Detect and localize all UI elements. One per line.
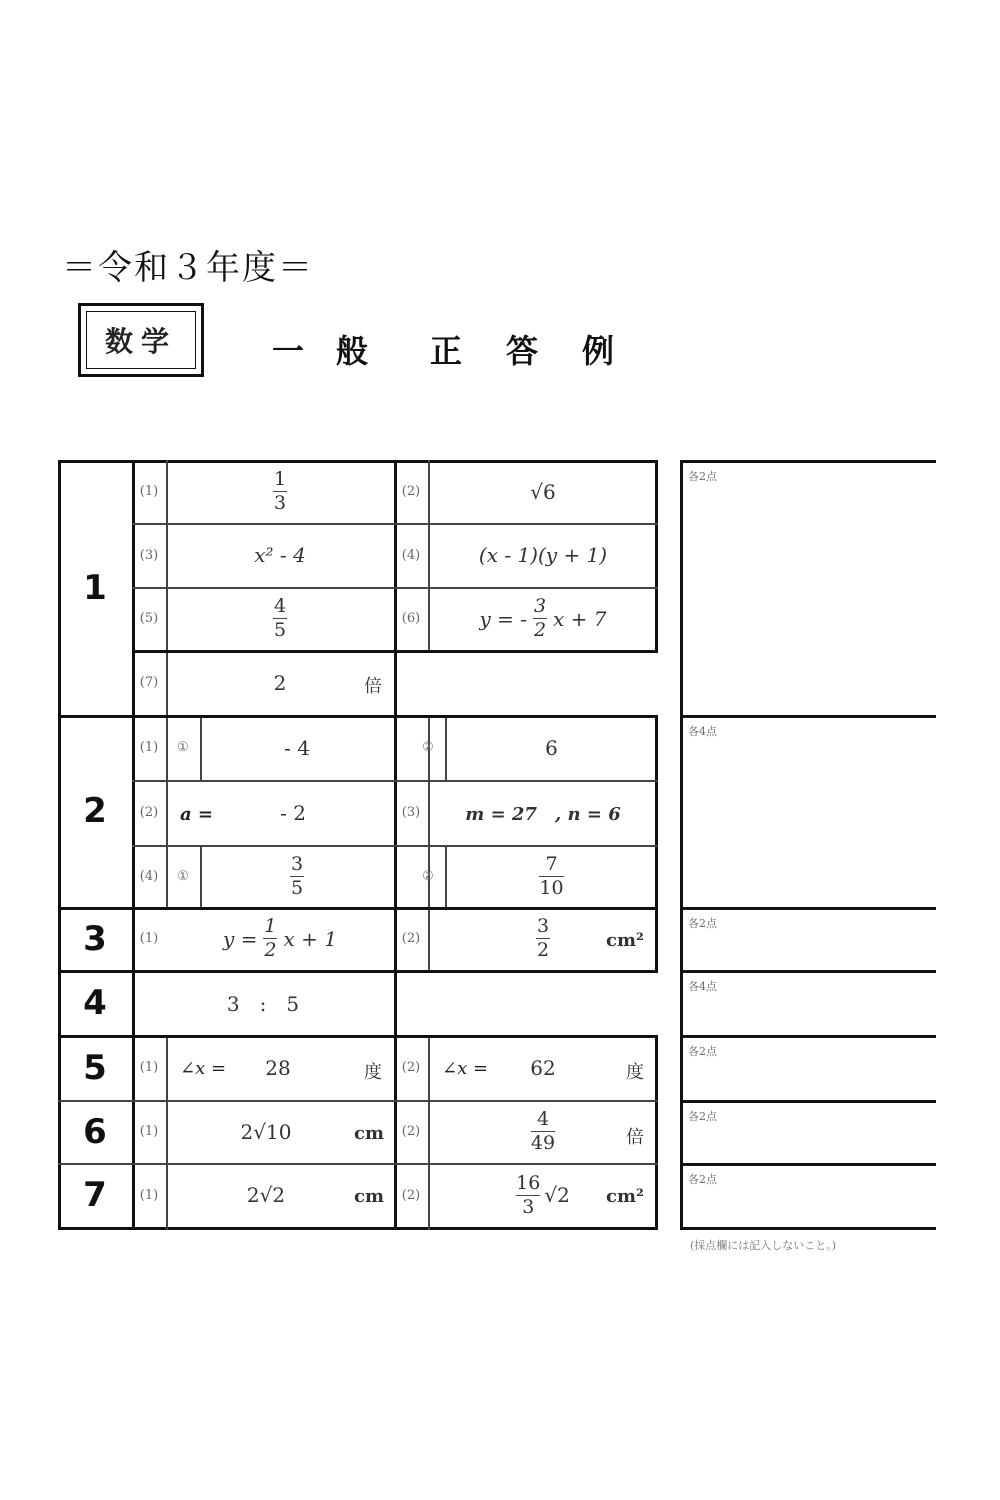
answer-cell: m = 27 , n = 6 (465, 803, 621, 825)
denominator: 3 (273, 492, 287, 514)
part-label: (3) (401, 805, 421, 820)
answer-cell (166, 907, 394, 970)
subject-label: 数学 (86, 311, 196, 369)
numerator: 4 (273, 595, 287, 617)
answer-cell (445, 845, 658, 907)
answer-cell (428, 587, 658, 650)
era-title: ＝令和３年度＝ (62, 248, 314, 288)
part-label: (4) (139, 868, 159, 884)
answer-cell: 6 (545, 735, 558, 760)
sub-label: ① (177, 740, 189, 755)
question-number-3: 3 (83, 918, 107, 959)
fraction-answer (531, 1110, 555, 1153)
numerator: 1 (273, 468, 287, 490)
part-label: (1) (139, 1124, 159, 1139)
fraction-answer (273, 470, 287, 513)
numerator: 1 (264, 915, 277, 937)
fraction-answer (533, 597, 547, 640)
score-note-7: 各2点 (688, 1173, 717, 1186)
exam-category: 一 般 (272, 332, 369, 370)
unit-label: 度 (626, 1062, 644, 1083)
denominator: 3 (522, 1195, 535, 1218)
part-label: (2) (401, 931, 421, 946)
answer-cell (200, 845, 394, 907)
part-label: (1) (139, 1187, 159, 1203)
answer-table (58, 460, 658, 1230)
numerator: 16 (516, 1171, 541, 1194)
answer-cell: 2√10 (240, 1119, 292, 1144)
part-label: (2) (401, 1187, 421, 1203)
grid-line (680, 460, 683, 1230)
answer-cell: 2 (273, 670, 287, 695)
blank-area (397, 653, 658, 715)
answer-suffix: x + 7 (553, 606, 607, 631)
answer-cell: 62 (530, 1055, 556, 1080)
grid-line (680, 1163, 936, 1166)
unit-label: cm² (606, 1186, 644, 1207)
numerator: 3 (536, 915, 550, 937)
part-label: (2) (401, 484, 421, 499)
fraction-answer (290, 852, 304, 899)
fraction-answer (516, 1171, 541, 1218)
question-number-2: 2 (83, 791, 107, 831)
answer-cell: (x - 1)(y + 1) (478, 543, 608, 567)
question-number-4: 4 (83, 982, 107, 1023)
answer-cell: 28 (265, 1055, 291, 1080)
score-note-6: 各2点 (688, 1110, 717, 1123)
denominator: 10 (539, 876, 564, 899)
unit-label: cm² (606, 930, 644, 951)
unit-label: cm (354, 1123, 385, 1144)
answer-key-title: 正 答 例 (430, 332, 621, 370)
answer-suffix: √2 (544, 1183, 570, 1207)
answer-cell: x² - 4 (254, 543, 306, 567)
part-label: (1) (139, 740, 159, 755)
sub-label: ② (422, 868, 434, 884)
grid-line (680, 970, 936, 973)
sub-label: ② (422, 740, 434, 755)
part-label: (2) (401, 1124, 421, 1139)
score-note-4: 各4点 (688, 980, 717, 993)
answer-prefix: ∠x = (442, 1058, 489, 1079)
footnote: (採点欄には記入しないこと。) (690, 1239, 837, 1252)
grid-line (680, 1227, 936, 1230)
numerator: 3 (533, 595, 547, 617)
part-label: (2) (139, 805, 159, 820)
part-label: (1) (139, 484, 159, 499)
answer-cell: - 4 (284, 735, 310, 760)
part-label: (4) (401, 547, 421, 563)
fraction-answer (536, 917, 550, 960)
answer-cell: 2√2 (246, 1183, 286, 1207)
unit-label: 度 (364, 1062, 382, 1083)
denominator: 49 (530, 1132, 556, 1154)
part-label: (1) (139, 1060, 159, 1075)
numerator: 7 (545, 852, 558, 875)
denominator: 5 (273, 619, 287, 641)
unit-label: 倍 (626, 1127, 644, 1148)
sub-label: ① (177, 868, 189, 884)
grid-line (680, 1035, 936, 1038)
part-label: (6) (401, 611, 421, 626)
fraction-answer (273, 597, 287, 640)
question-number-6: 6 (83, 1111, 107, 1152)
answer-cell: √6 (530, 479, 556, 504)
score-note-3: 各2点 (688, 917, 717, 930)
answer-prefix: y = - (479, 606, 528, 631)
score-note-2: 各4点 (688, 725, 717, 738)
part-label: (7) (139, 675, 159, 690)
answer-suffix: x + 1 (283, 926, 337, 951)
question-number-7: 7 (83, 1175, 107, 1215)
part-label: (5) (139, 611, 159, 626)
fraction-answer (263, 917, 277, 960)
grid-line (680, 460, 936, 463)
grid-line (680, 907, 936, 910)
question-number-5: 5 (83, 1047, 107, 1088)
subject-box (78, 303, 204, 377)
answer-cell (166, 460, 394, 523)
blank-area (397, 973, 658, 1035)
unit-label: 倍 (364, 676, 382, 697)
grid-line (58, 1227, 658, 1230)
denominator: 2 (533, 619, 547, 641)
part-label: (2) (401, 1060, 421, 1075)
denominator: 2 (264, 939, 277, 961)
answer-cell: - 2 (280, 800, 306, 825)
grid-line (680, 715, 936, 718)
score-note-5: 各2点 (688, 1045, 717, 1058)
answer-prefix: a = (180, 804, 214, 825)
numerator: 4 (536, 1108, 550, 1130)
part-label: (3) (139, 547, 159, 563)
grid-line (680, 1100, 936, 1103)
denominator: 5 (290, 876, 304, 899)
answer-cell (166, 587, 394, 650)
numerator: 3 (290, 852, 304, 875)
question-number-1: 1 (83, 567, 107, 608)
scoring-column (680, 460, 936, 1230)
answer-prefix: ∠x = (180, 1058, 227, 1079)
denominator: 2 (536, 939, 550, 961)
score-note-1: 各2点 (688, 470, 717, 483)
answer-cell: 3 : 5 (226, 992, 300, 1016)
answer-cell (428, 1100, 658, 1163)
unit-label: cm (354, 1186, 385, 1207)
fraction-answer (539, 852, 564, 899)
part-label: (1) (139, 931, 159, 946)
answer-prefix: y = (223, 926, 258, 951)
